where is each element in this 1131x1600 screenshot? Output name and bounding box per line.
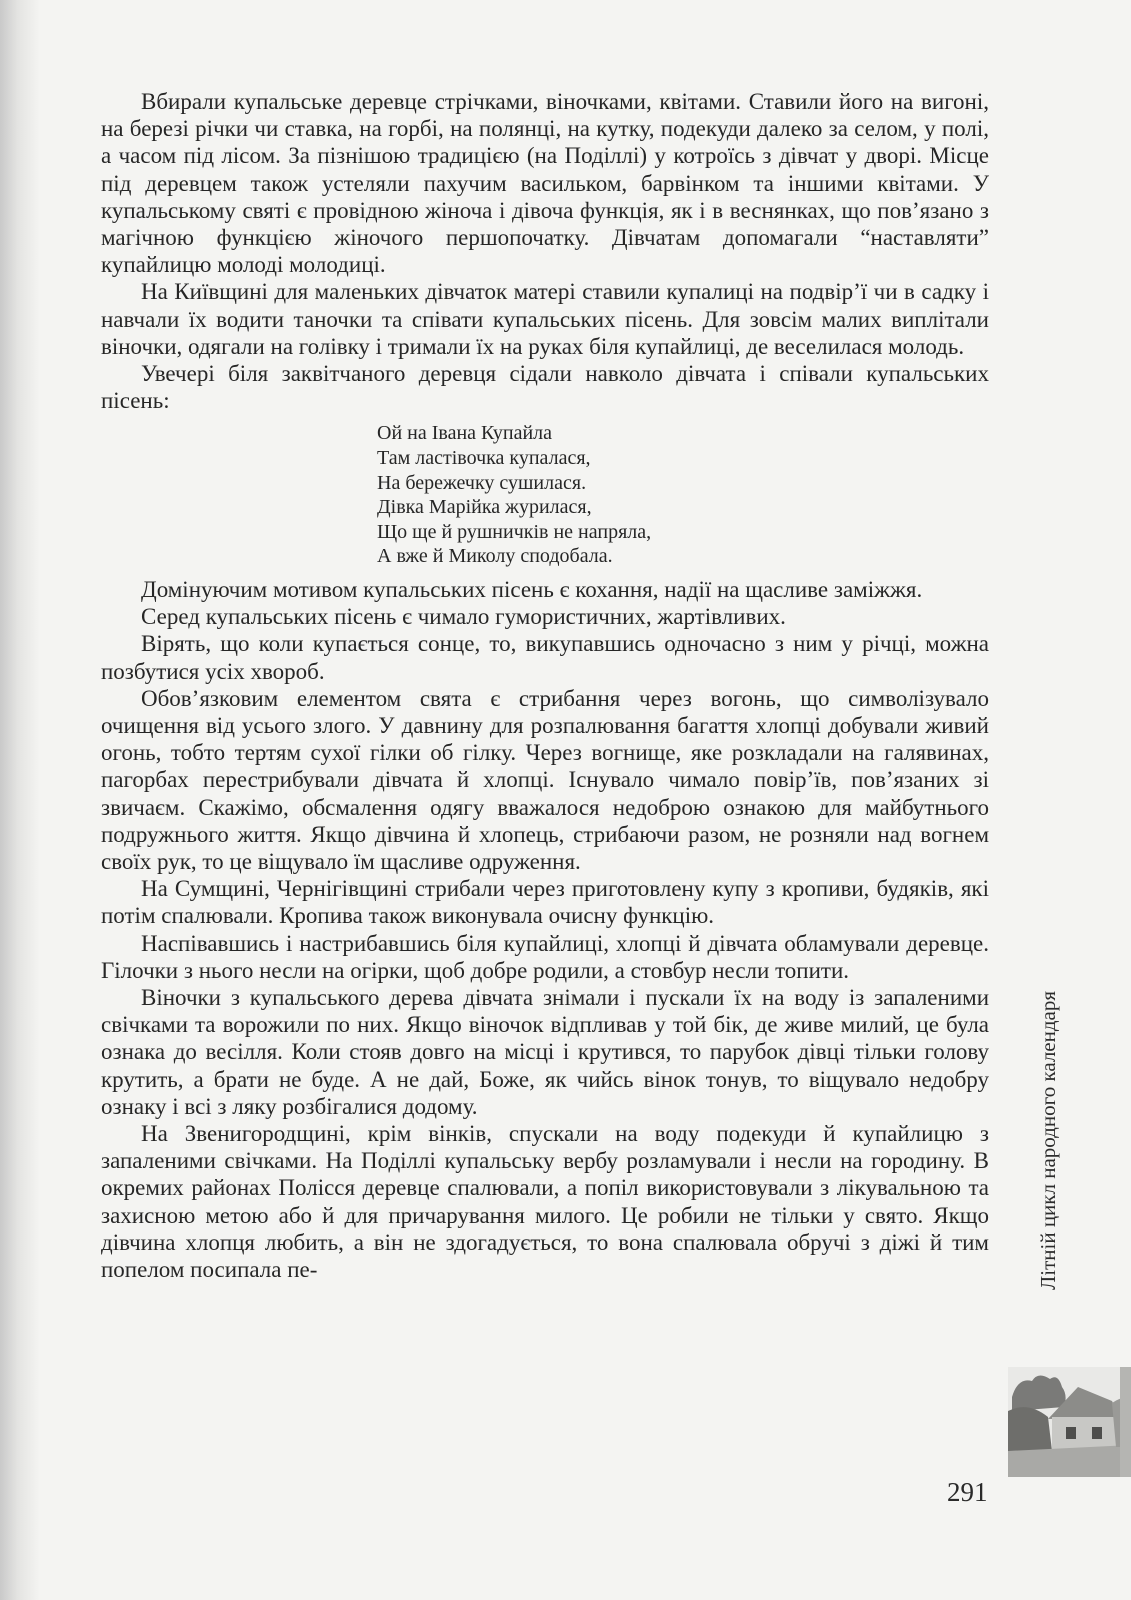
paragraph: На Сумщині, Чернігівщині стрибали через приготовлену купу з кропиви, будяків, які потім спалювали. Кропива також виконувала очисну функцію. (101, 876, 989, 929)
paragraph: Серед купальських пісень є чимало гумористичних, жартівливих. (141, 604, 786, 630)
poem-line: На бережечку сушилася. (377, 471, 587, 494)
running-section-title: Літній цикл народного календаря (1036, 990, 1060, 1290)
paragraph: Вбирали купальське деревце стрічками, віночками, квітами. Ставили його на вигоні, на березі річки чи ставка, на горбі, на полянці, на кутку, подекуди далеко за селом, у полі, а часом під лісом. За пізнішою традицією (на Поділлі) у котроїсь з дівчат у дворі. Місце під деревцем також устеляли пахучим васильком, барвінком та іншими квітами. У купальському святі є провідною жіноча і дівоча функція, як і в веснянках, що пов’язано з магічною функцією жіночого першопочатку. Дівчатам допомагали “наставляти” купайлицю молоді молодиці. (101, 89, 989, 278)
paragraph: На Звенигородщині, крім вінків, спускали на воду подекуди й купайлицю з запаленими свічками. На Поділлі купальську вербу розламували і несли на городину. В окремих районах Полісся деревце спалювали, а попіл використовували з лікувальною та захисною метою або й для причарування милого. Це робили не тільки у свято. Якщо дівчина хлопця любить, а він не здогадується, то вона спалювала обручі з діжі й тим попелом посипала пе- (101, 1121, 989, 1283)
poem (377, 421, 989, 569)
poem-line: А вже й Миколу сподобала. (377, 545, 613, 568)
paragraph: На Київщині для маленьких дівчаток матері ставили купалиці на подвір’ї чи в садку і навчали їх водити таночки та співати купальських пісень. Для зовсім малих виплітали віночки, одягали на голівку і тримали їх на руках біля купайлиці, де веселилася молодь. (101, 279, 989, 359)
paragraph: Домінуючим мотивом купальських пісень є кохання, надії на щасливе заміжжя. (141, 577, 923, 602)
page-number: 291 (947, 1477, 988, 1507)
paragraph: Віночки з купальського дерева дівчата знімали і пускали їх на воду із запаленими свічками та ворожили по них. Якщо віночок відпливав у той бік, де живе милий, це була ознака до весілля. Коли стояв довго на місці і крутився, то парубок дівці тільки голову крутить, а брати не буде. А не дай, Боже, як чийсь вінок тонув, то віщувало недобру ознаку і всі з ляку розбігалися додому. (101, 985, 989, 1119)
poem-line: Дівка Марійка журилася, (377, 496, 592, 519)
main-text (101, 88, 989, 1283)
paragraph: Наспівавшись і настрибавшись біля купайлиці, хлопці й дівчата обламували деревце. Гілочки з нього несли на огірки, щоб добре родили, а стовбур несли топити. (101, 930, 989, 983)
paragraph: Вірять, що коли купається сонце, то, викупавшись одночасно з ним у річці, можна позбутися усіх хвороб. (101, 631, 989, 684)
poem-line: Там ластівочка купалася, (377, 447, 591, 470)
poem-line: Ой на Івана Купайла (377, 422, 552, 445)
binding-shadow (0, 0, 40, 1600)
village-house-vignette-icon (1008, 1367, 1131, 1477)
poem-line: Що ще й рушничків не напряла, (377, 520, 652, 543)
paragraph: Увечері біля заквітчаного деревця сідали навколо дівчата і співали купальських пісень: (101, 361, 989, 414)
paragraph: Обов’язковим елементом свята є стрибання через вогонь, що символізувало очищення від усього злого. У давнину для розпалювання багаття хлопці добували живий огонь, тобто тертям сухої гілки об гілку. Через вогнище, яке розкладали на галявинах, пагорбах перестрибували дівчата й хлопці. Існувало чимало повір’їв, пов’язаних зі звичаєм. Скажімо, обсмалення одягу вважалося недоброю ознакою для майбутнього подружнього життя. Якщо дівчина й хлопець, стрибаючи разом, не розняли над вогнем своїх рук, то це віщувало їм щасливе одруження. (101, 685, 989, 875)
